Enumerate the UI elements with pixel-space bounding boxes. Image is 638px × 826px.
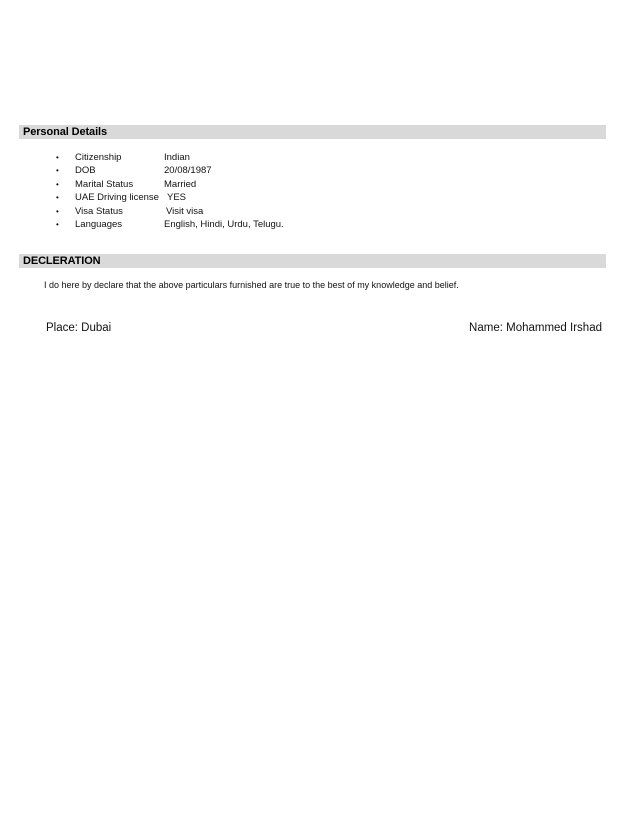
place-text: Place: Dubai <box>46 322 112 334</box>
bullet-icon: • <box>56 153 59 162</box>
detail-label-visa-status: Visa Status <box>75 205 123 217</box>
detail-label-dob: DOB <box>75 165 96 177</box>
detail-value-languages: English, Hindi, Urdu, Telugu. <box>164 218 284 230</box>
detail-value-citizenship: Indian <box>164 152 190 163</box>
declaration-text: I do here by declare that the above particulars furnished are true to the best of my knowledge and belief. <box>44 280 459 290</box>
detail-label-languages: Languages <box>75 218 123 230</box>
name-text: Name: Mohammed Irshad <box>469 322 602 334</box>
bullet-icon: • <box>56 193 59 203</box>
detail-value-dob: 20/08/1987 <box>164 165 212 177</box>
detail-label-uae-driving-license: UAE Driving license <box>75 192 159 204</box>
detail-label-citizenship: Citizenship <box>75 152 122 163</box>
declaration-header <box>19 254 606 268</box>
personal-details-title: Personal Details <box>23 126 107 138</box>
personal-details-header <box>19 125 606 139</box>
detail-value-visa-status: Visit visa <box>166 205 204 217</box>
declaration-title: DECLERATION <box>23 255 101 267</box>
bullet-icon: • <box>56 166 59 176</box>
bullet-icon: • <box>56 219 59 229</box>
bullet-icon: • <box>56 179 59 189</box>
detail-value-uae-driving-license: YES <box>167 192 187 204</box>
detail-label-marital-status: Marital Status <box>75 178 134 190</box>
bullet-icon: • <box>56 206 59 216</box>
detail-value-marital-status: Married <box>164 178 197 190</box>
